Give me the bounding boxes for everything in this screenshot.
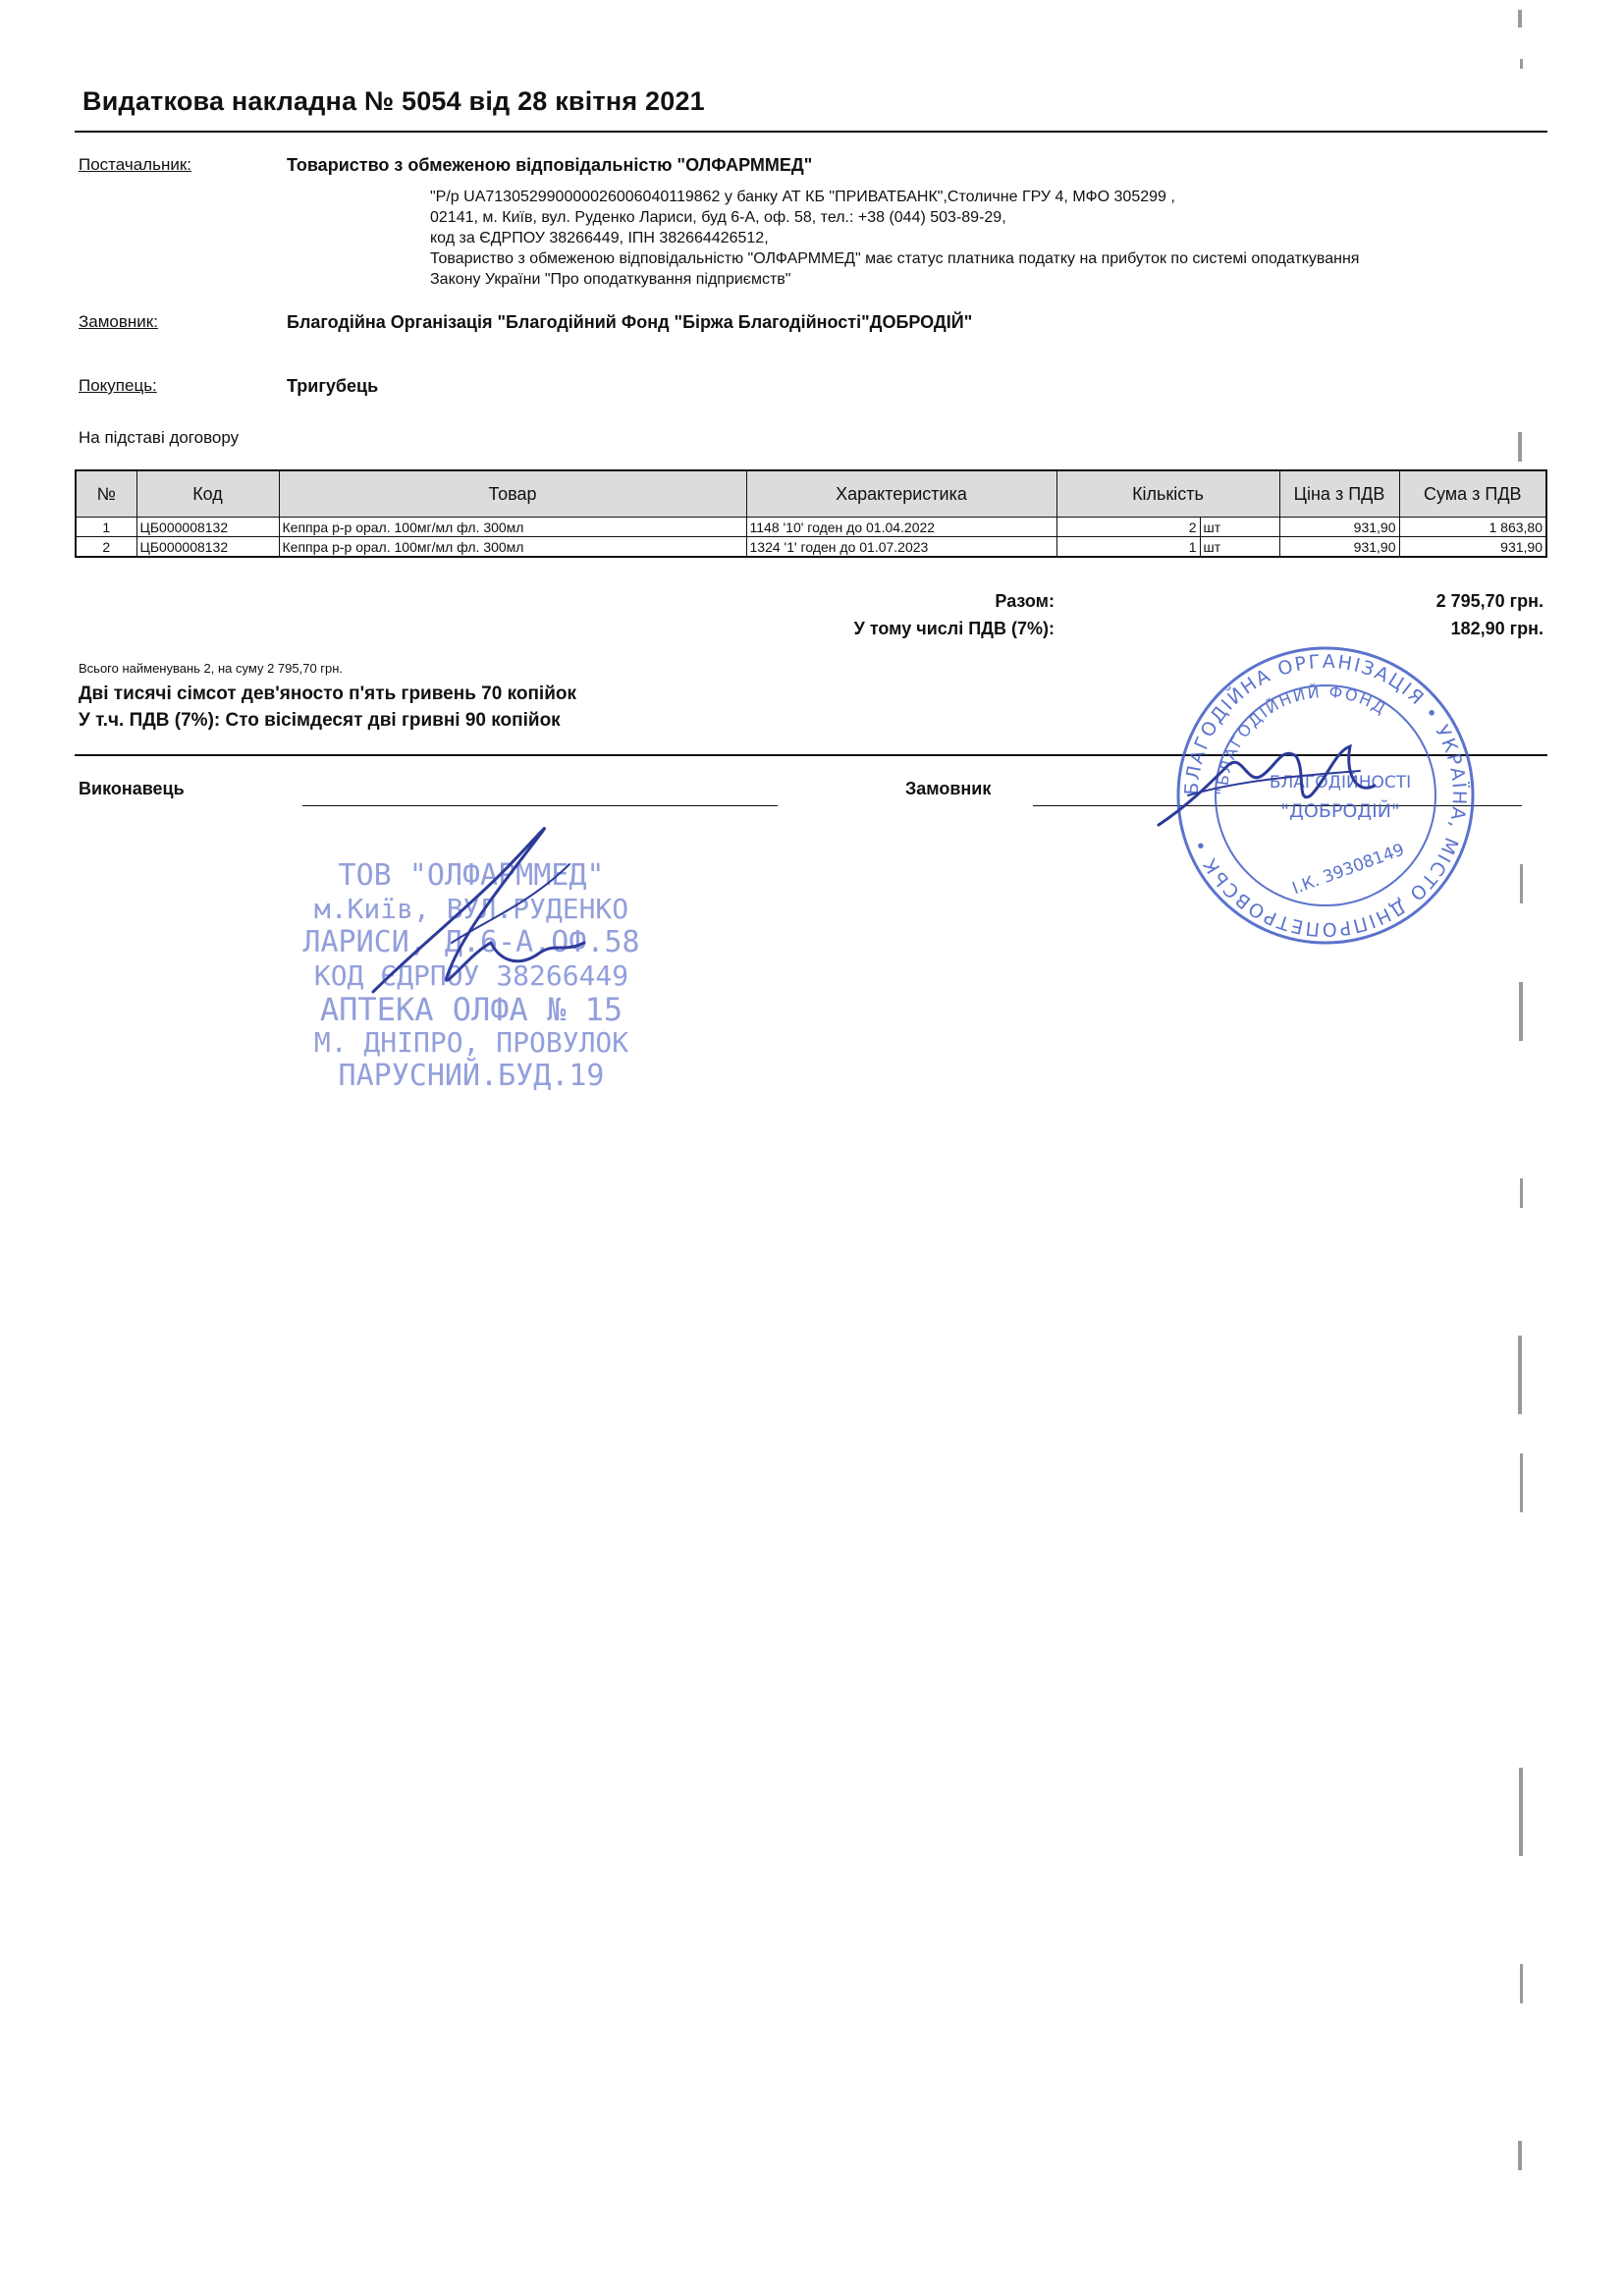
cell-characteristic: 1324 '1' годен до 01.07.2023	[746, 537, 1056, 558]
customer-name: Благодійна Організація "Благодійний Фонд "Біржа Благодійності"ДОБРОДІЙ"	[287, 312, 973, 332]
stamp-line: ПАРУСНИЙ.БУД.19	[338, 1059, 605, 1093]
supplier-detail-line: Товариство з обмеженою відповідальністю "ОЛФАРММЕД" має статус платника податку на прибуток по системі оподаткування	[430, 250, 1360, 267]
executor-label: Виконавець	[79, 779, 185, 798]
scan-edge-marks	[1508, 0, 1538, 2296]
stamp-line: АПТЕКА ОЛФА № 15	[319, 991, 623, 1028]
header-product: Товар	[279, 470, 746, 518]
items-table	[75, 469, 1547, 558]
header-no: №	[76, 470, 136, 518]
cell-product: Кеппра р-р орал. 100мг/мл фл. 300мл	[279, 518, 746, 537]
stamp-line: М. ДНІПРО, ПРОВУЛОК	[313, 1026, 629, 1059]
supplier-detail-line: код за ЄДРПОУ 38266449, ІПН 382664426512,	[430, 230, 769, 246]
vat-in-words: У т.ч. ПДВ (7%): Сто вісімдесят дві гривні 90 копійок	[79, 710, 561, 731]
cell-code: ЦБ000008132	[136, 537, 279, 558]
document-title: Видаткова накладна № 5054 від 28 квітня 2021	[82, 86, 705, 116]
customer-signature-label: Замовник	[905, 779, 992, 798]
title-divider	[75, 131, 1547, 133]
cell-no: 1	[76, 518, 136, 537]
vat-value: 182,90 грн.	[1450, 619, 1543, 638]
cell-unit: шт	[1200, 537, 1279, 558]
cell-product: Кеппра р-р орал. 100мг/мл фл. 300мл	[279, 537, 746, 558]
stamp-line: ТОВ "ОЛФАРММЕД"	[338, 858, 605, 893]
cell-characteristic: 1148 '10' годен до 01.04.2022	[746, 518, 1056, 537]
supplier-label: Постачальник:	[79, 155, 191, 174]
total-value: 2 795,70 грн.	[1435, 591, 1543, 611]
cell-no: 2	[76, 537, 136, 558]
cell-qty: 1	[1056, 537, 1200, 558]
stamp-code: І.К. 39308149	[1289, 840, 1408, 900]
executor-signature	[353, 805, 668, 1011]
supplier-detail-line: Закону України "Про оподаткування підприємств"	[430, 271, 791, 288]
stamp-center-line: "ДОБРОДІЙ"	[1280, 800, 1400, 822]
cell-price: 931,90	[1279, 518, 1399, 537]
customer-signature	[1149, 727, 1384, 845]
cell-price: 931,90	[1279, 537, 1399, 558]
stamp-outer-text: БЛАГОДІЙНА ОРГАНІЗАЦІЯ • УКРАЇНА, МІСТО ДНІПРОПЕТРОВСЬК •	[1180, 650, 1471, 941]
table-row	[76, 518, 1546, 537]
items-count-line: Всього найменувань 2, на суму 2 795,70 грн.	[79, 661, 344, 676]
stamp-line: м.Київ, ВУЛ.РУДЕНКО	[313, 893, 629, 925]
cell-code: ЦБ000008132	[136, 518, 279, 537]
customer-label: Замовник:	[79, 312, 158, 331]
cell-sum: 931,90	[1399, 537, 1546, 558]
header-quantity: Кількість	[1056, 470, 1279, 518]
header-characteristic: Характеристика	[746, 470, 1056, 518]
table-header-row	[76, 470, 1546, 518]
table-row	[76, 537, 1546, 558]
amount-in-words: Дві тисячі сімсот дев'яносто п'ять гривень 70 копійок	[79, 683, 576, 704]
stamp-line: КОД ЄДРПОУ 38266449	[313, 959, 629, 992]
supplier-detail-line: 02141, м. Київ, вул. Руденко Лариси, буд 6-А, оф. 58, тел.: +38 (044) 503-89-29,	[430, 209, 1006, 226]
header-sum: Сума з ПДВ	[1399, 470, 1546, 518]
header-code: Код	[136, 470, 279, 518]
buyer-label: Покупець:	[79, 376, 157, 395]
supplier-name: Товариство з обмеженою відповідальністю "ОЛФАРММЕД"	[287, 155, 813, 175]
stamp-inner-text: "БЛАГОДІЙНИЙ ФОНД	[1212, 682, 1391, 796]
basis-text: На підставі договору	[79, 428, 240, 447]
vat-label: У тому числі ПДВ (7%):	[853, 619, 1055, 638]
stamp-line: ЛАРИСИ, Д.6-А.ОФ.58	[302, 925, 640, 959]
cell-sum: 1 863,80	[1399, 518, 1546, 537]
cell-unit: шт	[1200, 518, 1279, 537]
header-price: Ціна з ПДВ	[1279, 470, 1399, 518]
total-label: Разом:	[995, 591, 1055, 611]
stamp-center-line: БЛАГОДІЙНОСТІ	[1269, 773, 1412, 793]
cell-qty: 2	[1056, 518, 1200, 537]
supplier-details	[430, 187, 1359, 290]
buyer-name: Тригубець	[287, 376, 379, 396]
supplier-detail-line: "Р/р UA713052990000026006040119862 у банку АТ КБ "ПРИВАТБАНК",Столичне ГРУ 4, МФО 305299 ,	[430, 189, 1175, 205]
